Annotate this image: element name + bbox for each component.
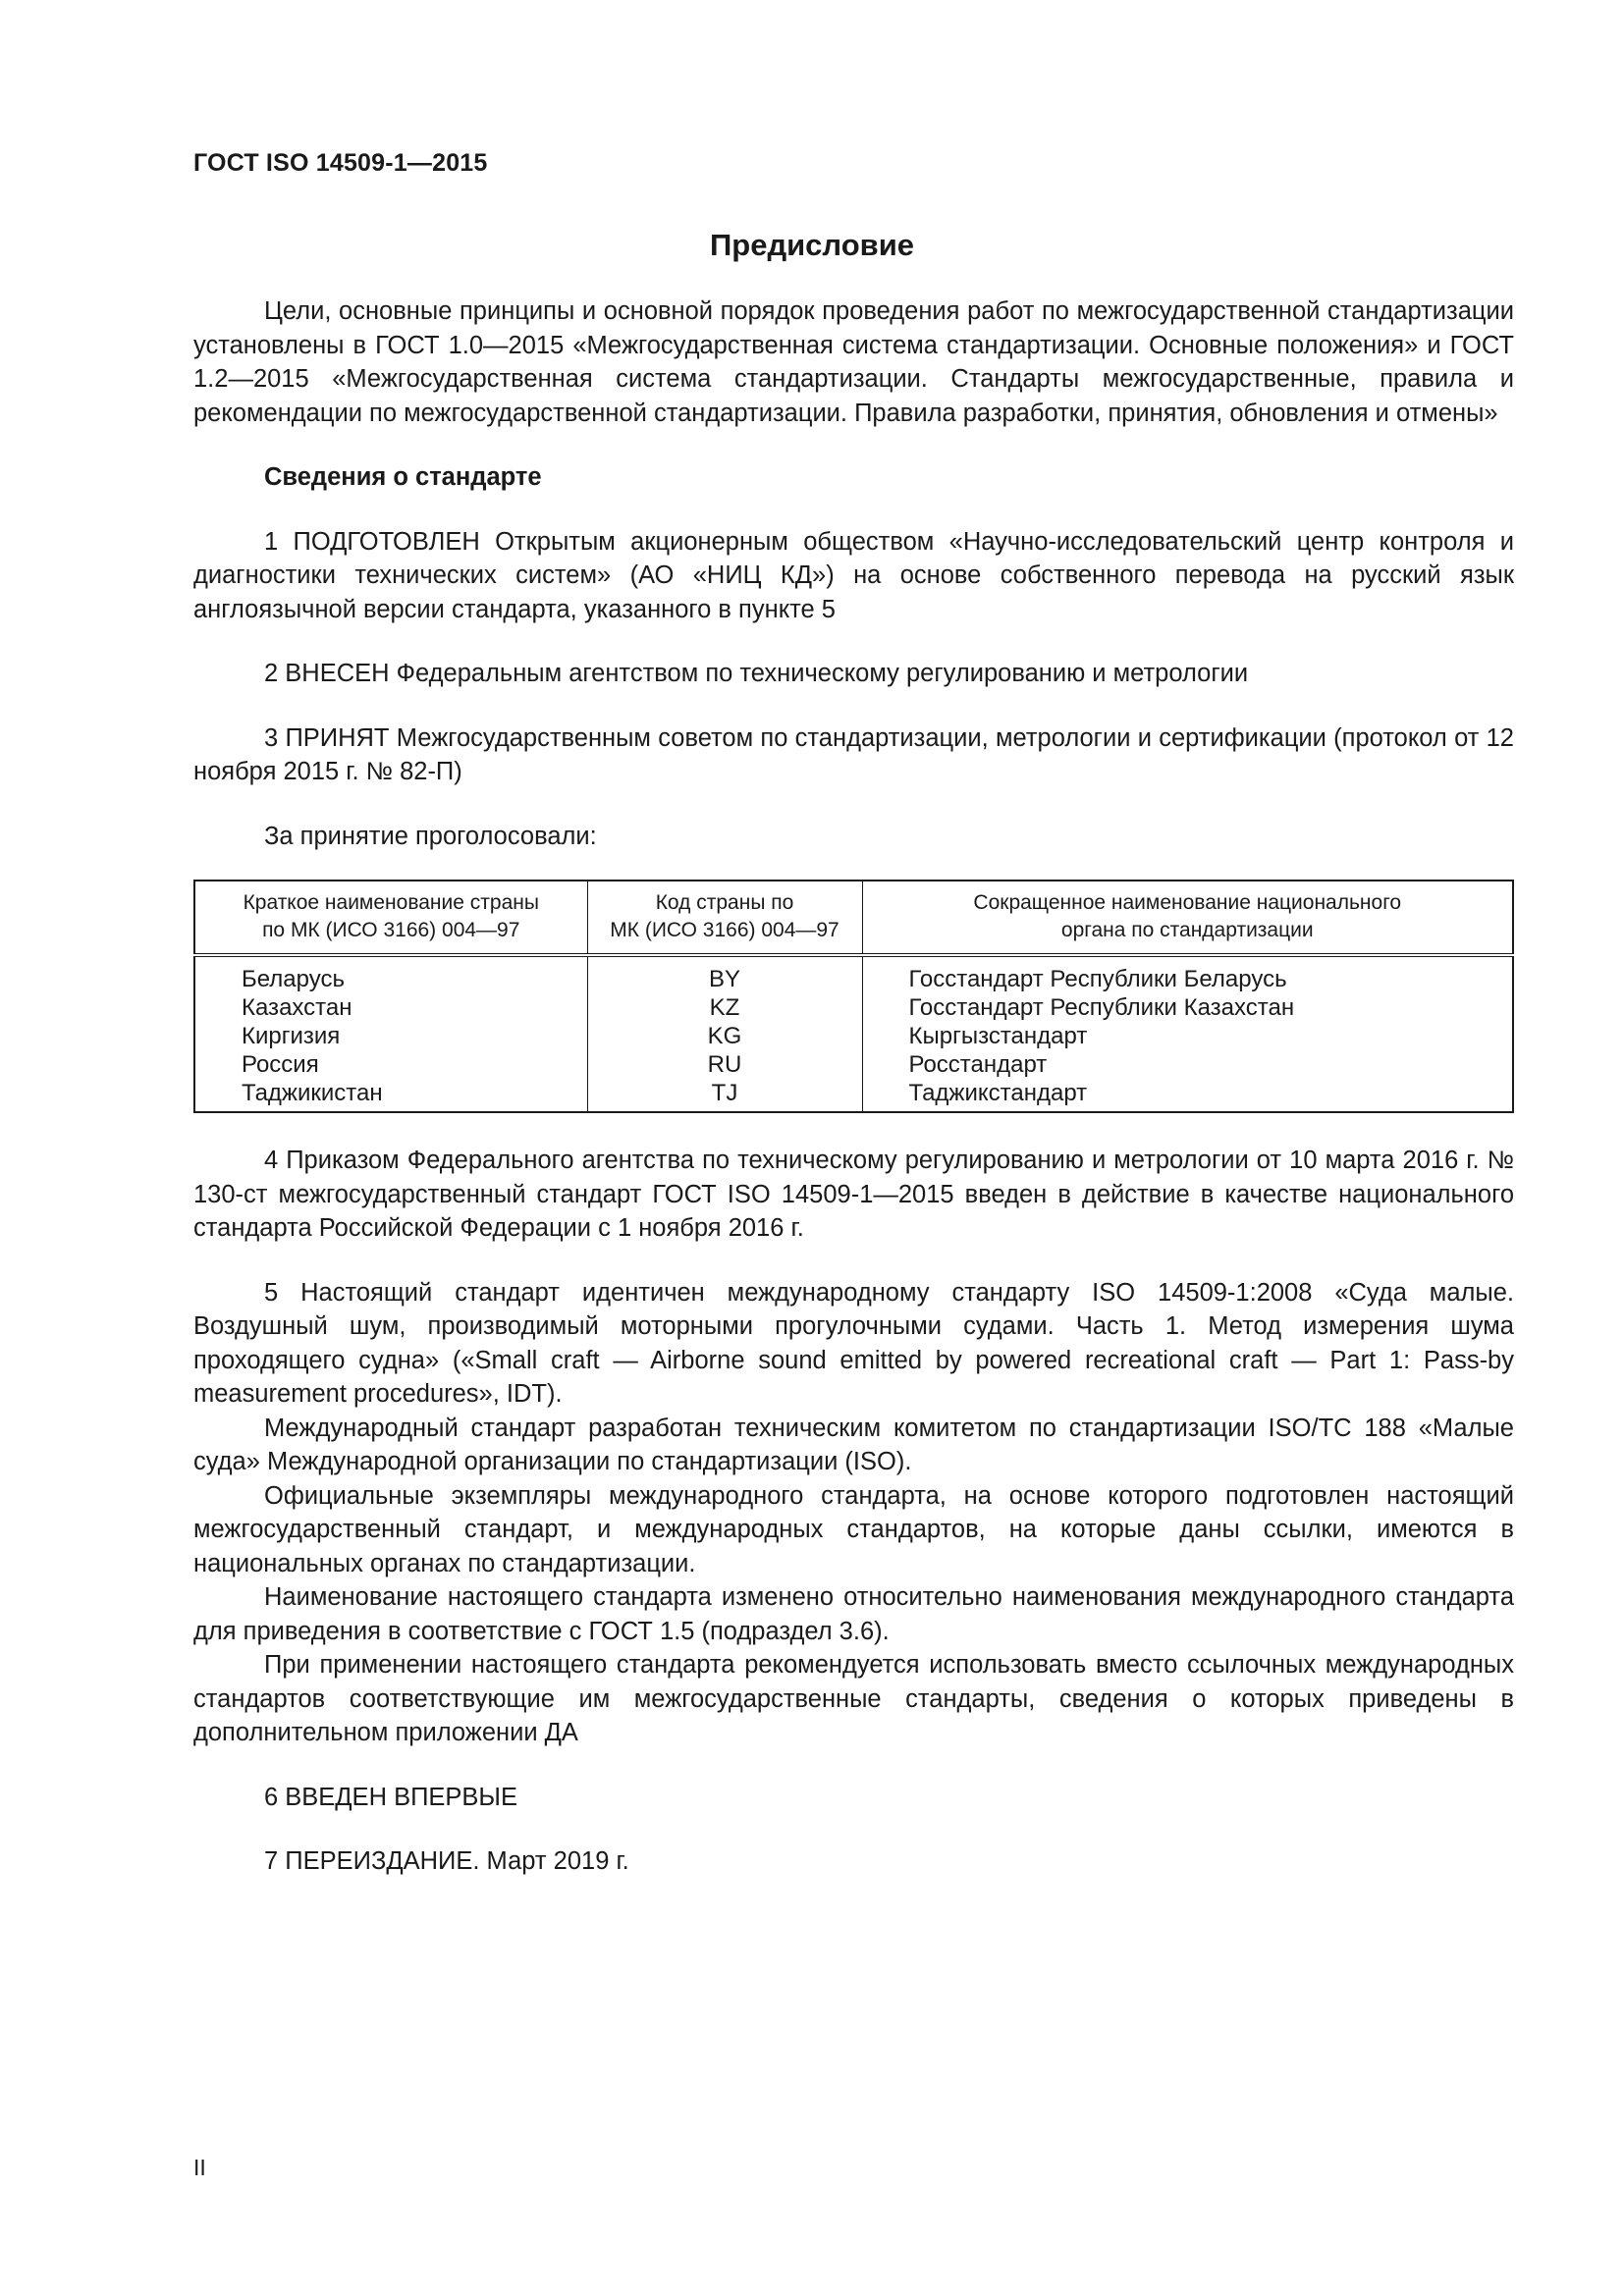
standard-info-heading: Сведения о стандарте [264,463,542,491]
table-row [194,1079,1513,1112]
preface-body [193,294,1514,1879]
preface-intro-paragraph: Цели, основные принципы и основной порядок проведения работ по межгосударственной стандартизации установлены в ГОСТ 1.0—2015 «Межгосударственная система стандартизации. Основные положения» и ГОСТ 1.2—2015 «Межгосударственная система стандартизации. Стандарты межгосударственные, правила и рекомендации по межгосударственной стандартизации. Правила разработки, принятия, обновления и отмены» [193,297,1514,427]
national-body-cell: Таджикстандарт [862,1079,1513,1112]
national-body-cell: Кыргызстандарт [862,1022,1513,1050]
page-number: II [193,2155,206,2180]
national-body-cell: Росстандарт [862,1050,1513,1079]
document-code: ГОСТ ISO 14509-1—2015 [193,149,488,177]
item-submitted: 2 ВНЕСЕН Федеральным агентством по техническому регулированию и метрологии [264,660,1249,687]
item-adopted: 3 ПРИНЯТ Межгосударственным советом по стандартизации, метрологии и сертификации (протокол от 12 ноября 2015 г. № 82-П) [193,723,1514,785]
item-prepared: 1 ПОДГОТОВЛЕН Открытым акционерным обществом «Научно-исследовательский центр контроля и диагностики технических систем» (АО «НИЦ КД») на основе собственного перевода на русский язык англоязычной версии стандарта, указанного в пункте 5 [193,527,1514,623]
item-developed-by: Международный стандарт разработан техническим комитетом по стандартизации ISO/TC 188 «Малые суда» Международной организации по стандартизации (ISO). [193,1414,1514,1475]
table-row [194,1022,1513,1050]
column-header-national-body [862,881,1513,955]
table-row [194,993,1513,1022]
voted-intro: За принятие проголосовали: [264,822,597,850]
column-header-country-code-line2: МК (ИСО 3166) 004—97 [610,919,839,941]
table-body [194,955,1513,1112]
column-header-country-code [587,881,862,955]
country-code-cell: BY [587,955,862,993]
table-header-row [194,881,1513,955]
item-enacted: 4 Приказом Федерального агентства по техническому регулированию и метрологии от 10 марта 2016 г. № 130-ст межгосударственный стандарт ГОСТ ISO 14509-1—2015 введен в действие в качестве национального стандарта Российской Федерации с 1 ноября 2016 г. [193,1147,1514,1242]
item-republished: 7 ПЕРЕИЗДАНИЕ. Март 2019 г. [264,1847,629,1875]
table-row [194,1050,1513,1079]
country-code-cell: TJ [587,1079,862,1112]
table-row [194,955,1513,993]
column-header-country-name [194,881,587,955]
table-header [194,881,1513,955]
section-title: Предисловие [709,228,914,262]
country-code-cell: KZ [587,993,862,1022]
country-name-cell: Таджикистан [194,1079,587,1112]
country-name-cell: Казахстан [194,993,587,1022]
country-code-cell: RU [587,1050,862,1079]
item-recommendation: При применении настоящего стандарта рекомендуется использовать вместо ссылочных международных стандартов соответствующие им межгосударственные стандарты, сведения о которых приведены в дополнительном приложении ДА [193,1651,1514,1746]
item-identical: 5 Настоящий стандарт идентичен международному стандарту ISO 14509-1:2008 «Суда малые. Воздушный шум, производимый моторными прогулочными судами. Часть 1. Метод измерения шума проходящего судна» («Small craft — Airborne sound emitted by powered recreational craft — Part 1: Pass-by measurement procedures», IDT). [193,1278,1514,1408]
item-official-copies: Официальные экземпляры международного стандарта, на основе которого подготовлен настоящий межгосударственный стандарт, и международных стандартов, на которые даны ссылки, имеются в национальных органах по стандартизации. [193,1481,1514,1577]
country-name-cell: Киргизия [194,1022,587,1050]
item-name-changed: Наименование настоящего стандарта изменено относительно наименования международного стандарта для приведения в соответствие с ГОСТ 1.5 (подраздел 3.6). [193,1583,1514,1645]
item-first-introduced: 6 ВВЕДЕН ВПЕРВЫЕ [264,1783,518,1811]
column-header-country-name-line1: Краткое наименование страны [243,891,539,914]
country-code-cell: KG [587,1022,862,1050]
national-body-cell: Госстандарт Республики Беларусь [862,955,1513,993]
column-header-country-name-line2: по МК (ИСО 3166) 004—97 [262,919,520,941]
national-body-cell: Госстандарт Республики Казахстан [862,993,1513,1022]
column-header-national-body-line2: органа по стандартизации [1060,919,1314,941]
country-name-cell: Россия [194,1050,587,1079]
voting-countries-table [193,880,1514,1113]
column-header-country-code-line1: Код страны по [655,891,794,914]
country-name-cell: Беларусь [194,955,587,993]
column-header-national-body-line1: Сокращенное наименование национального [973,891,1402,914]
